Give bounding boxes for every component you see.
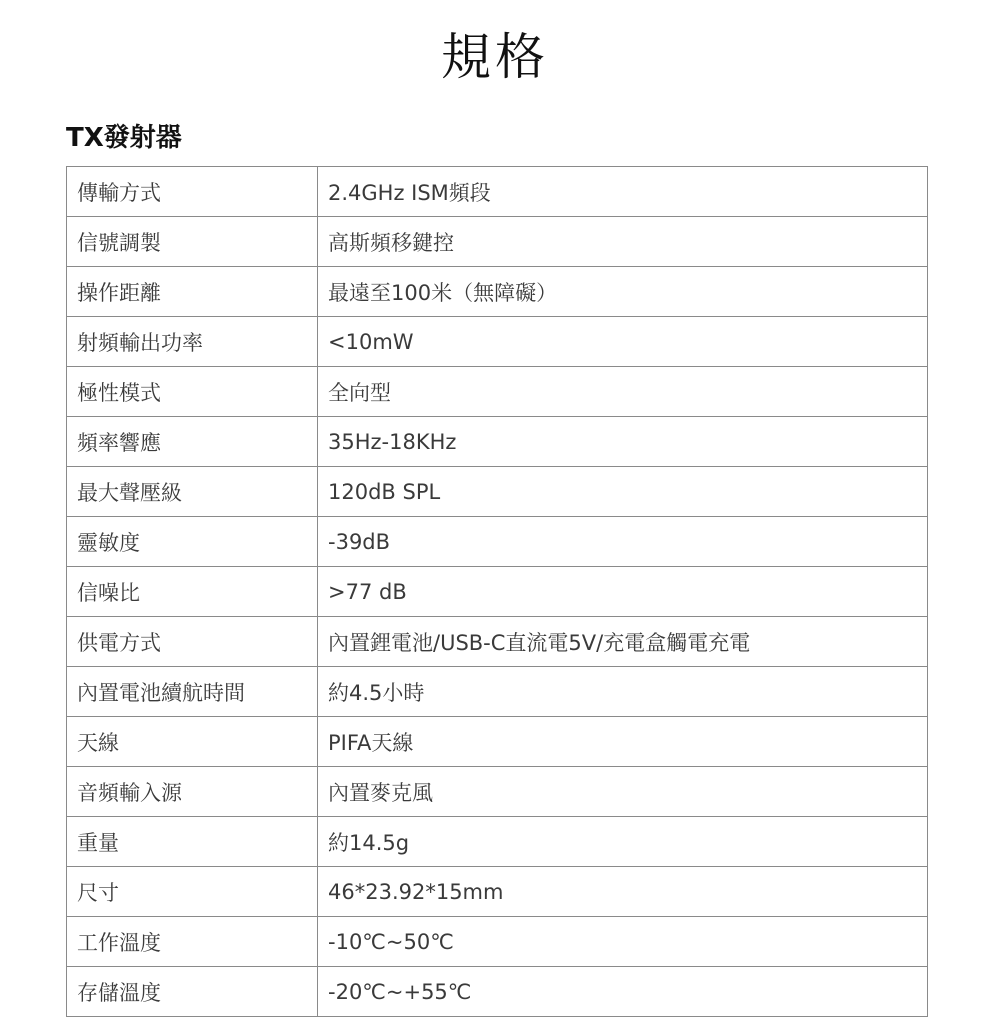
spec-value: 2.4GHz ISM頻段 — [318, 167, 928, 217]
spec-label: 頻率響應 — [67, 417, 318, 467]
spec-label: 最大聲壓級 — [67, 467, 318, 517]
spec-value: <10mW — [318, 317, 928, 367]
spec-label: 傳輸方式 — [67, 167, 318, 217]
spec-label: 存儲溫度 — [67, 967, 318, 1017]
spec-label: 極性模式 — [67, 367, 318, 417]
table-row — [67, 667, 928, 717]
spec-value: 最遠至100米（無障礙） — [318, 267, 928, 317]
spec-label: 靈敏度 — [67, 517, 318, 567]
section-title: TX發射器 — [66, 123, 182, 153]
table-row — [67, 717, 928, 767]
table-row — [67, 467, 928, 517]
spec-value: >77 dB — [318, 567, 928, 617]
page-title: 規格 — [441, 28, 549, 86]
spec-value: 全向型 — [318, 367, 928, 417]
spec-value: 內置麥克風 — [318, 767, 928, 817]
spec-table — [66, 166, 928, 1017]
spec-label: 操作距離 — [67, 267, 318, 317]
spec-value: -10℃~50℃ — [318, 917, 928, 967]
spec-value: 120dB SPL — [318, 467, 928, 517]
spec-value: 35Hz-18KHz — [318, 417, 928, 467]
spec-label: 尺寸 — [67, 867, 318, 917]
table-row — [67, 967, 928, 1017]
table-row — [67, 367, 928, 417]
spec-label: 內置電池續航時間 — [67, 667, 318, 717]
spec-value: 46*23.92*15mm — [318, 867, 928, 917]
table-row — [67, 217, 928, 267]
table-row — [67, 267, 928, 317]
spec-label: 射頻輸出功率 — [67, 317, 318, 367]
spec-label: 信號調製 — [67, 217, 318, 267]
spec-value: 高斯頻移鍵控 — [318, 217, 928, 267]
table-row — [67, 767, 928, 817]
table-row — [67, 817, 928, 867]
spec-label: 供電方式 — [67, 617, 318, 667]
spec-label: 音頻輸入源 — [67, 767, 318, 817]
table-row — [67, 917, 928, 967]
spec-value: -39dB — [318, 517, 928, 567]
spec-value: 約14.5g — [318, 817, 928, 867]
spec-value: 約4.5小時 — [318, 667, 928, 717]
table-row — [67, 417, 928, 467]
spec-value: -20℃~+55℃ — [318, 967, 928, 1017]
spec-label: 信噪比 — [67, 567, 318, 617]
spec-label: 重量 — [67, 817, 318, 867]
table-row — [67, 617, 928, 667]
spec-label: 工作溫度 — [67, 917, 318, 967]
spec-value: 內置鋰電池/USB-C直流電5V/充電盒觸電充電 — [318, 617, 928, 667]
table-row — [67, 317, 928, 367]
spec-value: PIFA天線 — [318, 717, 928, 767]
table-row — [67, 517, 928, 567]
table-row — [67, 567, 928, 617]
spec-label: 天線 — [67, 717, 318, 767]
table-row — [67, 167, 928, 217]
table-row — [67, 867, 928, 917]
